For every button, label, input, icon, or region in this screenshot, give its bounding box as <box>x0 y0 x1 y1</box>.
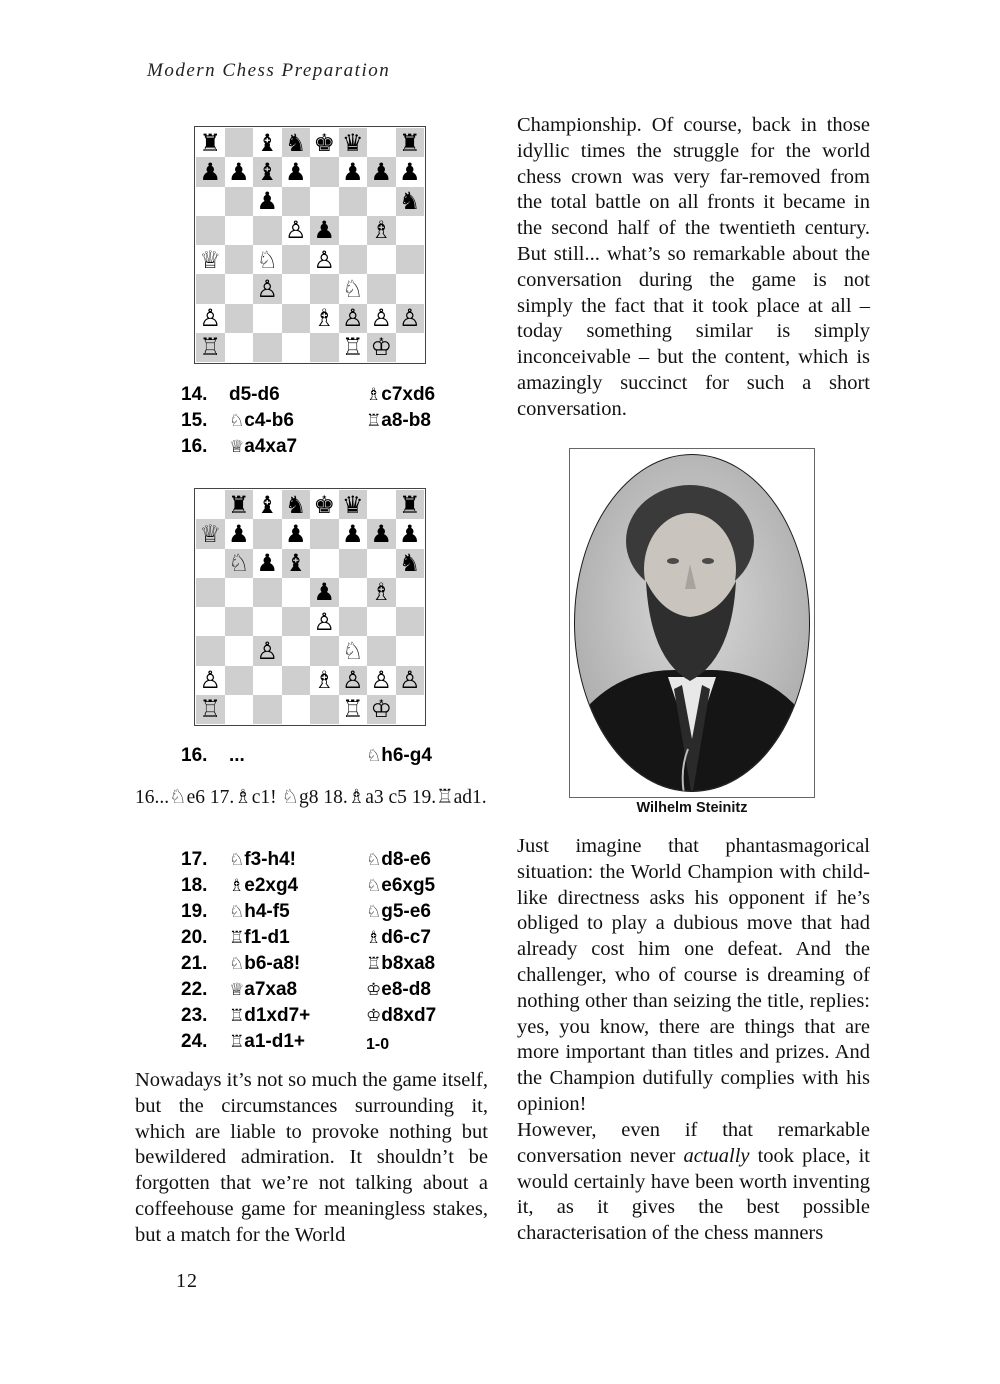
white-move-text: h4-f5 <box>244 901 290 922</box>
move-row <box>181 410 481 436</box>
board-square <box>253 304 282 333</box>
white-move-text: b6-a8! <box>244 953 301 974</box>
board-square: ♖ <box>339 695 368 724</box>
board-square: ♜ <box>225 490 254 519</box>
board-square <box>225 245 254 274</box>
piece-icon: ♘ <box>229 902 245 922</box>
board-square <box>253 333 282 362</box>
board-square: ♟ <box>225 519 254 548</box>
move-number: 19. <box>181 901 208 922</box>
board-square <box>196 216 225 245</box>
board-square: ♔ <box>367 333 396 362</box>
board-square: ♟ <box>282 519 311 548</box>
board-square <box>196 187 225 216</box>
board-square <box>339 578 368 607</box>
board-square: ♕ <box>196 519 225 548</box>
board-square: ♙ <box>253 274 282 303</box>
white-move <box>229 436 297 458</box>
piece-icon: ♘ <box>366 850 382 870</box>
left-paragraph <box>135 1068 488 1249</box>
black-move-text: d8xd7 <box>381 1005 437 1026</box>
board-square: ♘ <box>225 549 254 578</box>
board-square <box>253 216 282 245</box>
white-move-text: a4xa7 <box>244 436 298 457</box>
board-square <box>225 274 254 303</box>
board-square <box>225 216 254 245</box>
black-move <box>366 901 431 923</box>
board-square <box>282 578 311 607</box>
board-square: ♟ <box>367 157 396 186</box>
move-row <box>181 436 481 462</box>
black-move-text: d8-e6 <box>381 849 431 870</box>
paragraph-3-emphasis: actually <box>683 1144 750 1167</box>
board-square <box>196 578 225 607</box>
move-row <box>181 979 481 1005</box>
board-square <box>225 333 254 362</box>
board-square <box>310 157 339 186</box>
board-square: ♛ <box>339 128 368 157</box>
board-square: ♞ <box>282 128 311 157</box>
board-square <box>367 274 396 303</box>
black-move <box>366 1034 389 1054</box>
piece-icon: ♘ <box>366 876 382 896</box>
board-square: ♟ <box>196 157 225 186</box>
board-square <box>310 549 339 578</box>
move-list-2 <box>181 745 481 771</box>
board-square <box>225 636 254 665</box>
black-move-text: d6-c7 <box>381 927 431 948</box>
board-square: ♟ <box>253 187 282 216</box>
black-move <box>366 979 431 1001</box>
white-move <box>229 1031 305 1053</box>
move-row <box>181 849 481 875</box>
board-square: ♝ <box>282 549 311 578</box>
right-paragraph-3-text <box>517 1118 870 1247</box>
white-move-text: f1-d1 <box>244 927 290 948</box>
move-row <box>181 953 481 979</box>
board-square <box>225 128 254 157</box>
board-square: ♛ <box>339 490 368 519</box>
board-square <box>282 333 311 362</box>
board-square: ♝ <box>253 490 282 519</box>
board-square <box>253 666 282 695</box>
board-square <box>282 607 311 636</box>
board-square: ♘ <box>339 636 368 665</box>
piece-icon: ♘ <box>366 902 382 922</box>
black-move-text: g5-e6 <box>381 901 431 922</box>
piece-icon: ♔ <box>366 980 382 1000</box>
piece-icon: ♖ <box>229 1006 245 1026</box>
move-row <box>181 384 481 410</box>
board-square <box>196 490 225 519</box>
board-square <box>282 636 311 665</box>
board-square <box>396 245 425 274</box>
black-move-text: a8-b8 <box>381 410 431 431</box>
board-square: ♗ <box>310 666 339 695</box>
board-square: ♟ <box>339 519 368 548</box>
board-square: ♙ <box>396 666 425 695</box>
board-square: ♖ <box>196 333 225 362</box>
board-square <box>253 519 282 548</box>
black-move-text: e6xg5 <box>381 875 436 896</box>
piece-icon: ♖ <box>229 1032 245 1052</box>
board-square <box>396 216 425 245</box>
right-paragraph-3 <box>517 1118 870 1247</box>
board-square <box>367 490 396 519</box>
board-square <box>396 333 425 362</box>
move-row <box>181 927 481 953</box>
board-square <box>310 636 339 665</box>
board-square: ♖ <box>196 695 225 724</box>
board-square: ♜ <box>396 128 425 157</box>
board-square <box>253 578 282 607</box>
board-square <box>367 549 396 578</box>
board-square <box>367 636 396 665</box>
board-square: ♙ <box>339 666 368 695</box>
black-move <box>366 875 435 897</box>
move-list-1 <box>181 384 481 462</box>
move-number: 16. <box>181 436 208 457</box>
board-square: ♞ <box>396 549 425 578</box>
board-square <box>253 607 282 636</box>
right-paragraph-1-text: Championship. Of course, back in those idyllic times the struggle for the world chess crown was very far-removed from the total battle on all fronts it became in the second half of the twentieth century. But still... what’s so remarkable about the conversation during the game is not simply the fact that it took place at all – today something similar is simply inconceivable – but the content, which is amazingly succinct for such a short conversation. <box>517 114 870 420</box>
board-square <box>396 695 425 724</box>
board-square: ♟ <box>225 157 254 186</box>
white-move-text: a7xa8 <box>244 979 298 1000</box>
board-square <box>196 636 225 665</box>
piece-icon: ♘ <box>366 746 382 766</box>
move-number: 14. <box>181 384 208 405</box>
board-square: ♞ <box>282 490 311 519</box>
board-square <box>367 187 396 216</box>
white-move <box>229 745 245 767</box>
board-square <box>396 607 425 636</box>
steinitz-portrait <box>569 448 815 798</box>
piece-icon: ♖ <box>366 954 382 974</box>
board-square: ♗ <box>310 304 339 333</box>
board-square <box>367 607 396 636</box>
move-row <box>181 1031 481 1057</box>
board-square: ♞ <box>396 187 425 216</box>
white-move <box>229 953 300 975</box>
board-square <box>196 607 225 636</box>
board-square <box>225 187 254 216</box>
move-list-3 <box>181 849 481 1057</box>
board-square <box>396 274 425 303</box>
black-move <box>366 745 432 767</box>
board-square <box>339 187 368 216</box>
piece-icon: ♗ <box>366 928 382 948</box>
black-move <box>366 953 435 975</box>
black-move <box>366 849 431 871</box>
board-square: ♘ <box>253 245 282 274</box>
white-move <box>229 384 280 406</box>
board-square: ♙ <box>367 304 396 333</box>
board-square: ♖ <box>339 333 368 362</box>
white-move-text: d1xd7+ <box>244 1005 311 1026</box>
board-square <box>225 607 254 636</box>
white-move <box>229 901 290 923</box>
board-square: ♙ <box>310 607 339 636</box>
board-square: ♘ <box>339 274 368 303</box>
board-square <box>282 187 311 216</box>
paragraph-3-after: took place, it would certainly have been worth inventing it, as it gives the best possible characterisation of the chess manners <box>517 1144 870 1245</box>
black-move-text: b8xa8 <box>381 953 436 974</box>
board-square <box>282 695 311 724</box>
chess-diagram-2 <box>194 488 426 726</box>
move-row <box>181 901 481 927</box>
board-square: ♟ <box>310 578 339 607</box>
board-square <box>310 695 339 724</box>
white-move <box>229 875 298 897</box>
black-move-text: e8-d8 <box>381 979 431 1000</box>
chess-diagram-1 <box>194 126 426 364</box>
piece-icon: ♕ <box>229 980 245 1000</box>
move-number: 21. <box>181 953 208 974</box>
white-move-text: f3-h4! <box>244 849 296 870</box>
board-square: ♔ <box>367 695 396 724</box>
board-square: ♕ <box>196 245 225 274</box>
board-square: ♟ <box>310 216 339 245</box>
board-square: ♟ <box>396 519 425 548</box>
board-square: ♜ <box>396 490 425 519</box>
white-move <box>229 927 290 949</box>
piece-icon: ♘ <box>229 954 245 974</box>
white-move <box>229 410 294 432</box>
piece-icon: ♕ <box>229 437 245 457</box>
board-square <box>282 274 311 303</box>
white-move-text: c4-b6 <box>244 410 294 431</box>
move-number: 18. <box>181 875 208 896</box>
black-move-text: h6-g4 <box>381 745 432 766</box>
board-square <box>282 304 311 333</box>
board-square: ♙ <box>282 216 311 245</box>
board-square <box>225 695 254 724</box>
board-square: ♗ <box>367 578 396 607</box>
black-move <box>366 927 431 949</box>
right-paragraph-2 <box>517 834 870 1118</box>
board-square <box>225 578 254 607</box>
black-move-text: c7xd6 <box>381 384 436 405</box>
board-square <box>396 636 425 665</box>
black-move <box>366 1005 436 1027</box>
paragraph-3-before: However, even if that remarkable conversation never <box>517 1119 870 1167</box>
piece-icon: ♘ <box>229 850 245 870</box>
white-move <box>229 979 297 1001</box>
board-square <box>310 519 339 548</box>
board-square <box>367 128 396 157</box>
board-square <box>339 549 368 578</box>
board-square: ♝ <box>253 128 282 157</box>
white-move <box>229 849 296 871</box>
board-square: ♗ <box>367 216 396 245</box>
board-square: ♟ <box>367 519 396 548</box>
piece-icon: ♗ <box>366 385 382 405</box>
move-number: 15. <box>181 410 208 431</box>
white-move-text: d5-d6 <box>229 384 280 405</box>
move-number: 20. <box>181 927 208 948</box>
board-square <box>310 274 339 303</box>
variation-text: 16...♘e6 17.♗c1! ♘g8 18.♗a3 c5 19.♖ad1. <box>135 787 487 808</box>
board-square: ♚ <box>310 128 339 157</box>
move-number: 22. <box>181 979 208 1000</box>
right-paragraph-2-text: Just imagine that phantasmagorical situation: the World Champion with child-like directness asks his opponent if he’s obliged to play a dubious move that had already cost him one defeat. And the challenger, who of course is dreaming of nothing other than seizing the title, replies: yes, you know, there are things that are more important than titles and prizes. And the Champion dutifully complies with his opinion! <box>517 835 870 1115</box>
board-square: ♝ <box>253 157 282 186</box>
board-square: ♙ <box>339 304 368 333</box>
move-number: 17. <box>181 849 208 870</box>
board-square: ♟ <box>339 157 368 186</box>
board-square <box>196 274 225 303</box>
board-square: ♜ <box>196 128 225 157</box>
white-move-text: a1-d1+ <box>244 1031 305 1052</box>
board-square: ♙ <box>253 636 282 665</box>
board-square: ♟ <box>282 157 311 186</box>
variation-line <box>135 785 488 811</box>
board-square <box>396 578 425 607</box>
board-square <box>225 666 254 695</box>
board-square: ♙ <box>310 245 339 274</box>
photo-caption: Wilhelm Steinitz <box>636 800 748 816</box>
white-move-text: ... <box>229 745 245 766</box>
running-head: Modern Chess Preparation <box>147 60 391 81</box>
portrait-image <box>570 449 814 797</box>
board-square <box>225 304 254 333</box>
piece-icon: ♖ <box>366 411 382 431</box>
move-row <box>181 745 481 771</box>
piece-icon: ♔ <box>366 1006 382 1026</box>
piece-icon: ♖ <box>229 928 245 948</box>
move-row <box>181 875 481 901</box>
right-paragraph-1 <box>517 113 870 423</box>
board-square <box>253 695 282 724</box>
board-square: ♙ <box>367 666 396 695</box>
board-square <box>196 549 225 578</box>
board-square: ♙ <box>196 304 225 333</box>
black-move <box>366 384 435 406</box>
move-row <box>181 1005 481 1031</box>
move-number: 23. <box>181 1005 208 1026</box>
board-square <box>339 216 368 245</box>
board-square: ♟ <box>396 157 425 186</box>
white-move <box>229 1005 310 1027</box>
piece-icon: ♘ <box>229 411 245 431</box>
board-square <box>339 607 368 636</box>
board-square: ♙ <box>196 666 225 695</box>
black-move <box>366 410 431 432</box>
page-number: 12 <box>176 1270 198 1292</box>
board-square <box>310 187 339 216</box>
left-paragraph-text: Nowadays it’s not so much the game itself, but the circumstances surrounding it, which are liable to provoke nothing but bewildered admiration. It shouldn’t be forgotten that we’re not talking about a coffeehouse game for meaningless stakes, but a match for the World <box>135 1069 488 1246</box>
board-square <box>339 245 368 274</box>
board-square <box>310 333 339 362</box>
board-square: ♚ <box>310 490 339 519</box>
white-move-text: e2xg4 <box>244 875 299 896</box>
move-number: 24. <box>181 1031 208 1052</box>
board-square: ♙ <box>396 304 425 333</box>
board-square <box>367 245 396 274</box>
board-square: ♟ <box>253 549 282 578</box>
board-square <box>282 666 311 695</box>
black-move-text: 1-0 <box>366 1036 390 1053</box>
move-number: 16. <box>181 745 208 766</box>
piece-icon: ♗ <box>229 876 245 896</box>
board-square <box>282 245 311 274</box>
